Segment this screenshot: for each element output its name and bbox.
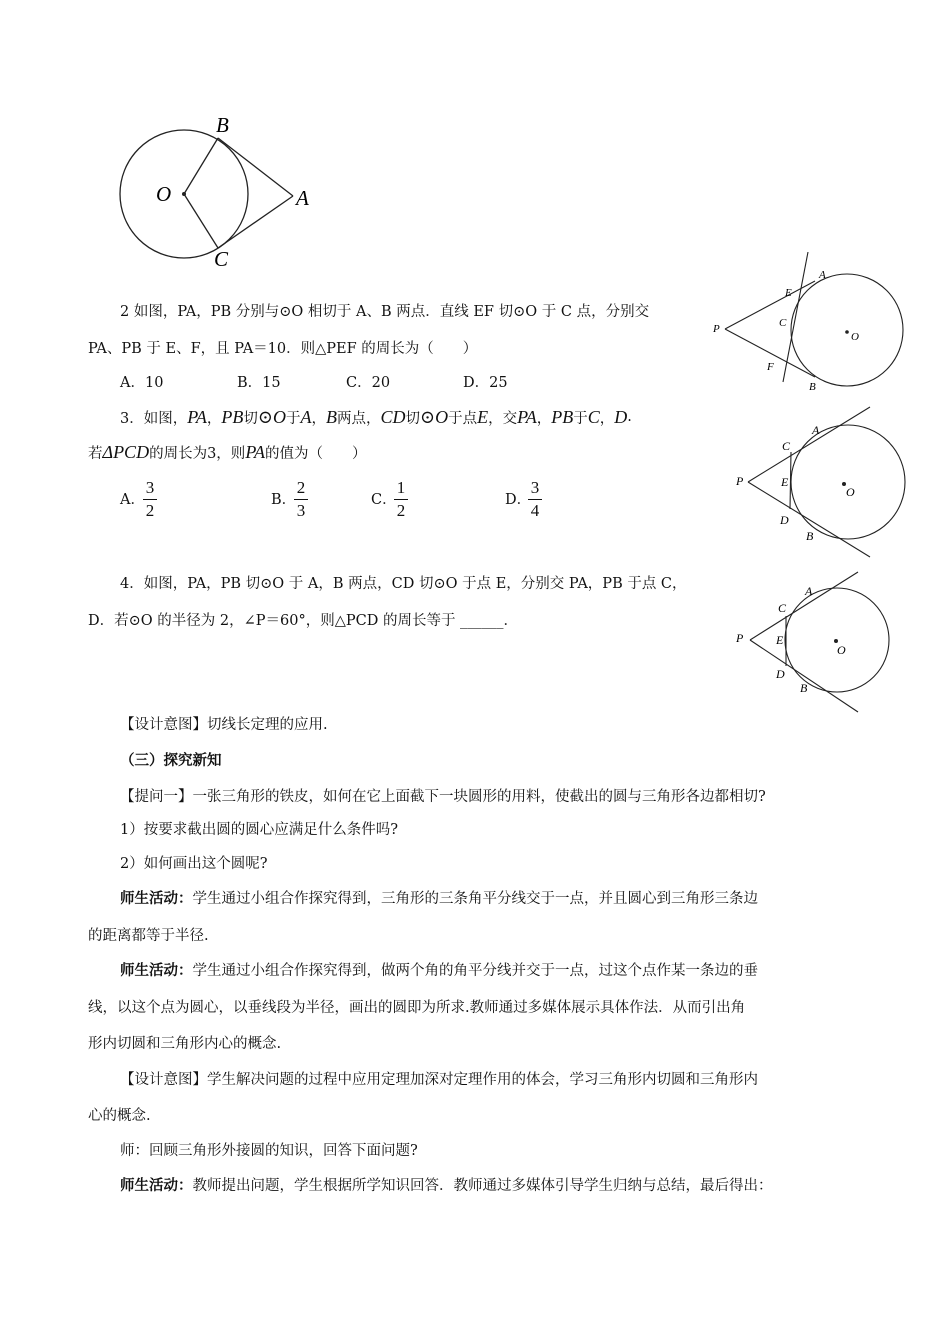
- q3-option-a-frac: 3 2: [143, 478, 157, 521]
- q3-line2: 若 ΔPCD 的周长为3，则 PA 的值为（ ）: [88, 441, 367, 462]
- label-C: C: [214, 247, 229, 271]
- q2-option-d: D．25: [463, 375, 508, 391]
- svg-text:E: E: [776, 633, 784, 647]
- svg-text:A: A: [812, 423, 820, 437]
- teacher-prompt: 师：回顾三角形外接圆的知识，回答下面问题?: [120, 1143, 418, 1159]
- svg-text:P: P: [713, 323, 720, 335]
- sub-question-2: 2）如何画出这个圆呢?: [120, 856, 268, 872]
- activity-2-line2: 线，以这个点为圆心，以垂线段为半径，画出的圆即为所求.教师通过多媒体展示具体作法．从而引出角: [88, 1000, 746, 1016]
- q3-option-d-frac: 3 4: [528, 478, 542, 521]
- svg-text:C: C: [778, 601, 787, 615]
- q3-option-b-label: B．: [271, 492, 297, 508]
- q3-line1: 3．如图， PA ， PB 切 ⊙ O 于 A ， B 两点， CD 切 ⊙ O 于点 E ，交 PA ， PB 于 C ， D .: [120, 406, 632, 427]
- svg-text:B: B: [809, 381, 816, 393]
- svg-text:A: A: [819, 269, 826, 281]
- q3-option-b-frac: 2 3: [294, 478, 308, 521]
- svg-text:O: O: [846, 485, 855, 499]
- svg-text:P: P: [736, 474, 744, 488]
- q2-option-a: A．10: [120, 375, 164, 391]
- svg-text:E: E: [785, 287, 792, 299]
- activity-3: 师生活动：教师提出问题，学生根据所学知识回答．教师通过多媒体引导学生归纳与总结，最后得出：: [120, 1177, 773, 1194]
- figure-q4: [730, 568, 910, 718]
- figure-q3: [730, 402, 910, 562]
- q3-option-c-frac: 1 2: [394, 478, 408, 521]
- label-A: A: [296, 186, 309, 210]
- q3-option-a-label: A．: [120, 492, 145, 508]
- sub-question-1: 1）按要求截出圆的圆心应满足什么条件吗?: [120, 822, 398, 838]
- design-intent-2-line1: 【设计意图】学生解决问题的过程中应用定理加深对定理作用的体会，学习三角形内切圆和三角形内: [120, 1072, 758, 1088]
- q3-option-d-label: D．: [505, 492, 532, 508]
- label-O: O: [156, 182, 172, 206]
- design-intent-2-line2: 心的概念.: [88, 1108, 151, 1124]
- svg-text:E: E: [781, 475, 789, 489]
- q2-line1: 2 如图，PA，PB 分别与⊙O 相切于 A、B 两点．直线 EF 切⊙O 于 C 点，分别交: [120, 304, 650, 320]
- q3-option-c-label: C．: [371, 492, 397, 508]
- svg-text:B: B: [806, 529, 814, 543]
- question-1: 【提问一】一张三角形的铁皮，如何在它上面截下一块圆形的用料，使截出的圆与三角形各边都相切?: [120, 789, 766, 805]
- q4-line2: D．若⊙O 的半径为 2，∠P＝60°，则△PCD 的周长等于 ______．: [88, 613, 519, 629]
- q2-option-b: B．15: [237, 375, 281, 391]
- svg-text:D: D: [776, 667, 785, 681]
- svg-text:O: O: [851, 331, 859, 343]
- svg-text:B: B: [800, 681, 808, 695]
- svg-text:A: A: [805, 584, 813, 598]
- svg-text:O: O: [837, 643, 846, 657]
- svg-text:D: D: [780, 513, 789, 527]
- q4-line1: 4．如图，PA，PB 切⊙O 于 A，B 两点，CD 切⊙O 于点 E，分别交 PA，PB 于点 C，: [120, 576, 687, 592]
- q2-line2: PA、PB 于 E、F，且 PA＝10．则△PEF 的周长为（ ）: [88, 341, 478, 357]
- figure-q2: [705, 252, 910, 397]
- label-B: B: [216, 113, 229, 137]
- activity-2-line3: 形内切圆和三角形内心的概念.: [88, 1036, 282, 1052]
- svg-text:C: C: [779, 317, 787, 329]
- activity-1-line2: 的距离都等于半径.: [88, 928, 209, 944]
- design-intent-1: 【设计意图】切线长定理的应用.: [120, 717, 328, 733]
- svg-text:C: C: [782, 439, 791, 453]
- q2-option-c: C．20: [346, 375, 391, 391]
- activity-1-line1: 师生活动：学生通过小组合作探究得到，三角形的三条角平分线交于一点，并且圆心到三角形三条边: [120, 890, 758, 907]
- figure-top-circle: [110, 108, 330, 273]
- activity-2-line1: 师生活动：学生通过小组合作探究得到，做两个角的角平分线并交于一点，过这个点作某一条边的垂: [120, 962, 758, 979]
- svg-text:F: F: [767, 361, 774, 373]
- svg-text:P: P: [736, 631, 744, 645]
- section-3-title: （三）探究新知: [120, 752, 222, 769]
